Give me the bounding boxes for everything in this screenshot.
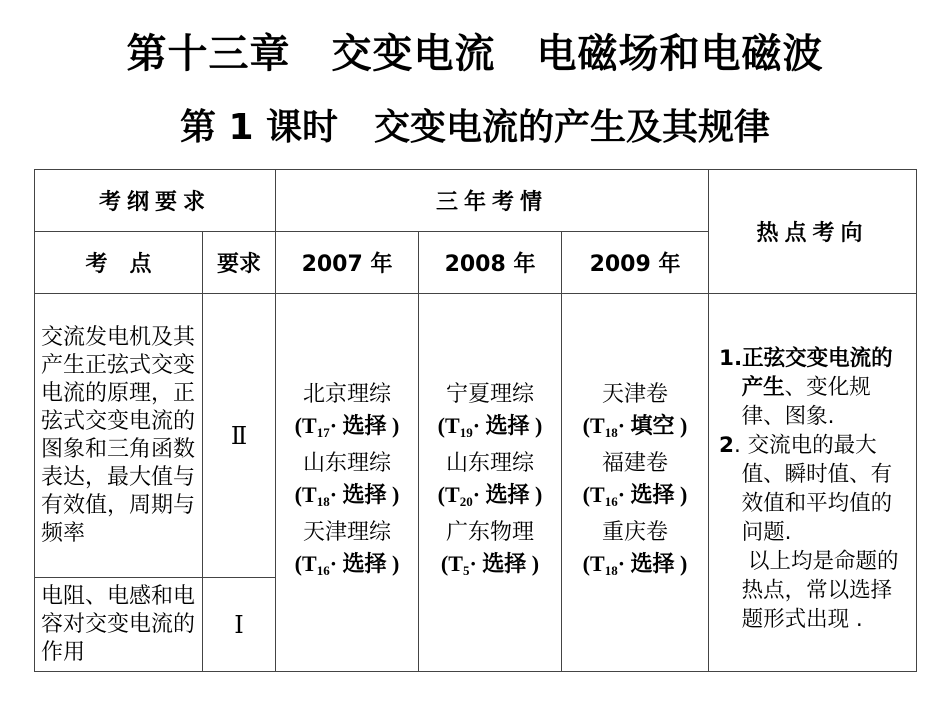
exam-question-code: ($T_{17}\cdot$ 选择 ) [294, 413, 400, 440]
hot-item-3: 以上均是命题的热点，常以选择题形式出现 . [741, 549, 899, 632]
exam-source: 天津理综 [303, 520, 392, 545]
col-2008: 2008 年 [419, 232, 562, 294]
exam-source: 广东物理 [446, 520, 535, 545]
exam-source: 山东理综 [303, 451, 392, 476]
header-syllabus: 考纲要求 [35, 170, 276, 232]
exam-source: 天津卷 [602, 382, 669, 407]
col-point: 考 点 [35, 232, 203, 294]
exam-question-code: ($T_{18}\cdot$ 选择 ) [582, 551, 688, 578]
hot-item-1: 1.正弦交变电流的产生、变化规律、图象. [719, 346, 893, 429]
exam-question-code: ($T_{20}\cdot$ 选择 ) [437, 482, 543, 509]
hot-item-2: 2. 交流电的最大值、瞬时值、有效值和平均值的问题. [719, 433, 893, 545]
lesson-subtitle: 第 1 课时 交变电流的产生及其规律 [179, 107, 771, 148]
header-hot-topics: 热点考向 [709, 170, 917, 294]
header-three-years: 三年考情 [276, 170, 709, 232]
exam-question-code: ($T_{18}\cdot$ 选择 ) [294, 482, 400, 509]
exams-2008 [419, 294, 562, 672]
level-cell-1: Ⅱ [203, 294, 276, 578]
level-cell-2: Ⅰ [203, 578, 276, 672]
exam-source: 山东理综 [446, 451, 535, 476]
exam-question-code: ($T_{16}\cdot$ 选择 ) [582, 482, 688, 509]
exams-2009 [562, 294, 709, 672]
chapter-title: 第十三章 交变电流 电磁场和电磁波 [126, 31, 824, 77]
exam-question-code: ($T_5\cdot$ 选择 ) [440, 551, 540, 578]
point-cell-2: 电阻、电感和电容对交变电流的作用 [35, 578, 203, 672]
exams-2007 [276, 294, 419, 672]
exam-source: 北京理综 [303, 382, 392, 407]
col-2009: 2009 年 [562, 232, 709, 294]
exam-source: 重庆卷 [602, 520, 669, 545]
exam-source: 宁夏理综 [446, 382, 535, 407]
syllabus-table [34, 169, 917, 672]
exam-source: 福建卷 [602, 451, 669, 476]
exam-question-code: ($T_{16}\cdot$ 选择 ) [294, 551, 400, 578]
col-level: 要求 [203, 232, 276, 294]
exam-question-code: ($T_{18}\cdot$ 填空 ) [582, 413, 688, 440]
exam-question-code: ($T_{19}\cdot$ 选择 ) [437, 413, 543, 440]
col-2007: 2007 年 [276, 232, 419, 294]
point-cell-1: 交流发电机及其产生正弦式交变电流的原理，正弦式交变电流的图象和三角函数表达，最大值与有效值，周期与频率 [35, 294, 203, 578]
hot-topics-cell [709, 294, 917, 672]
